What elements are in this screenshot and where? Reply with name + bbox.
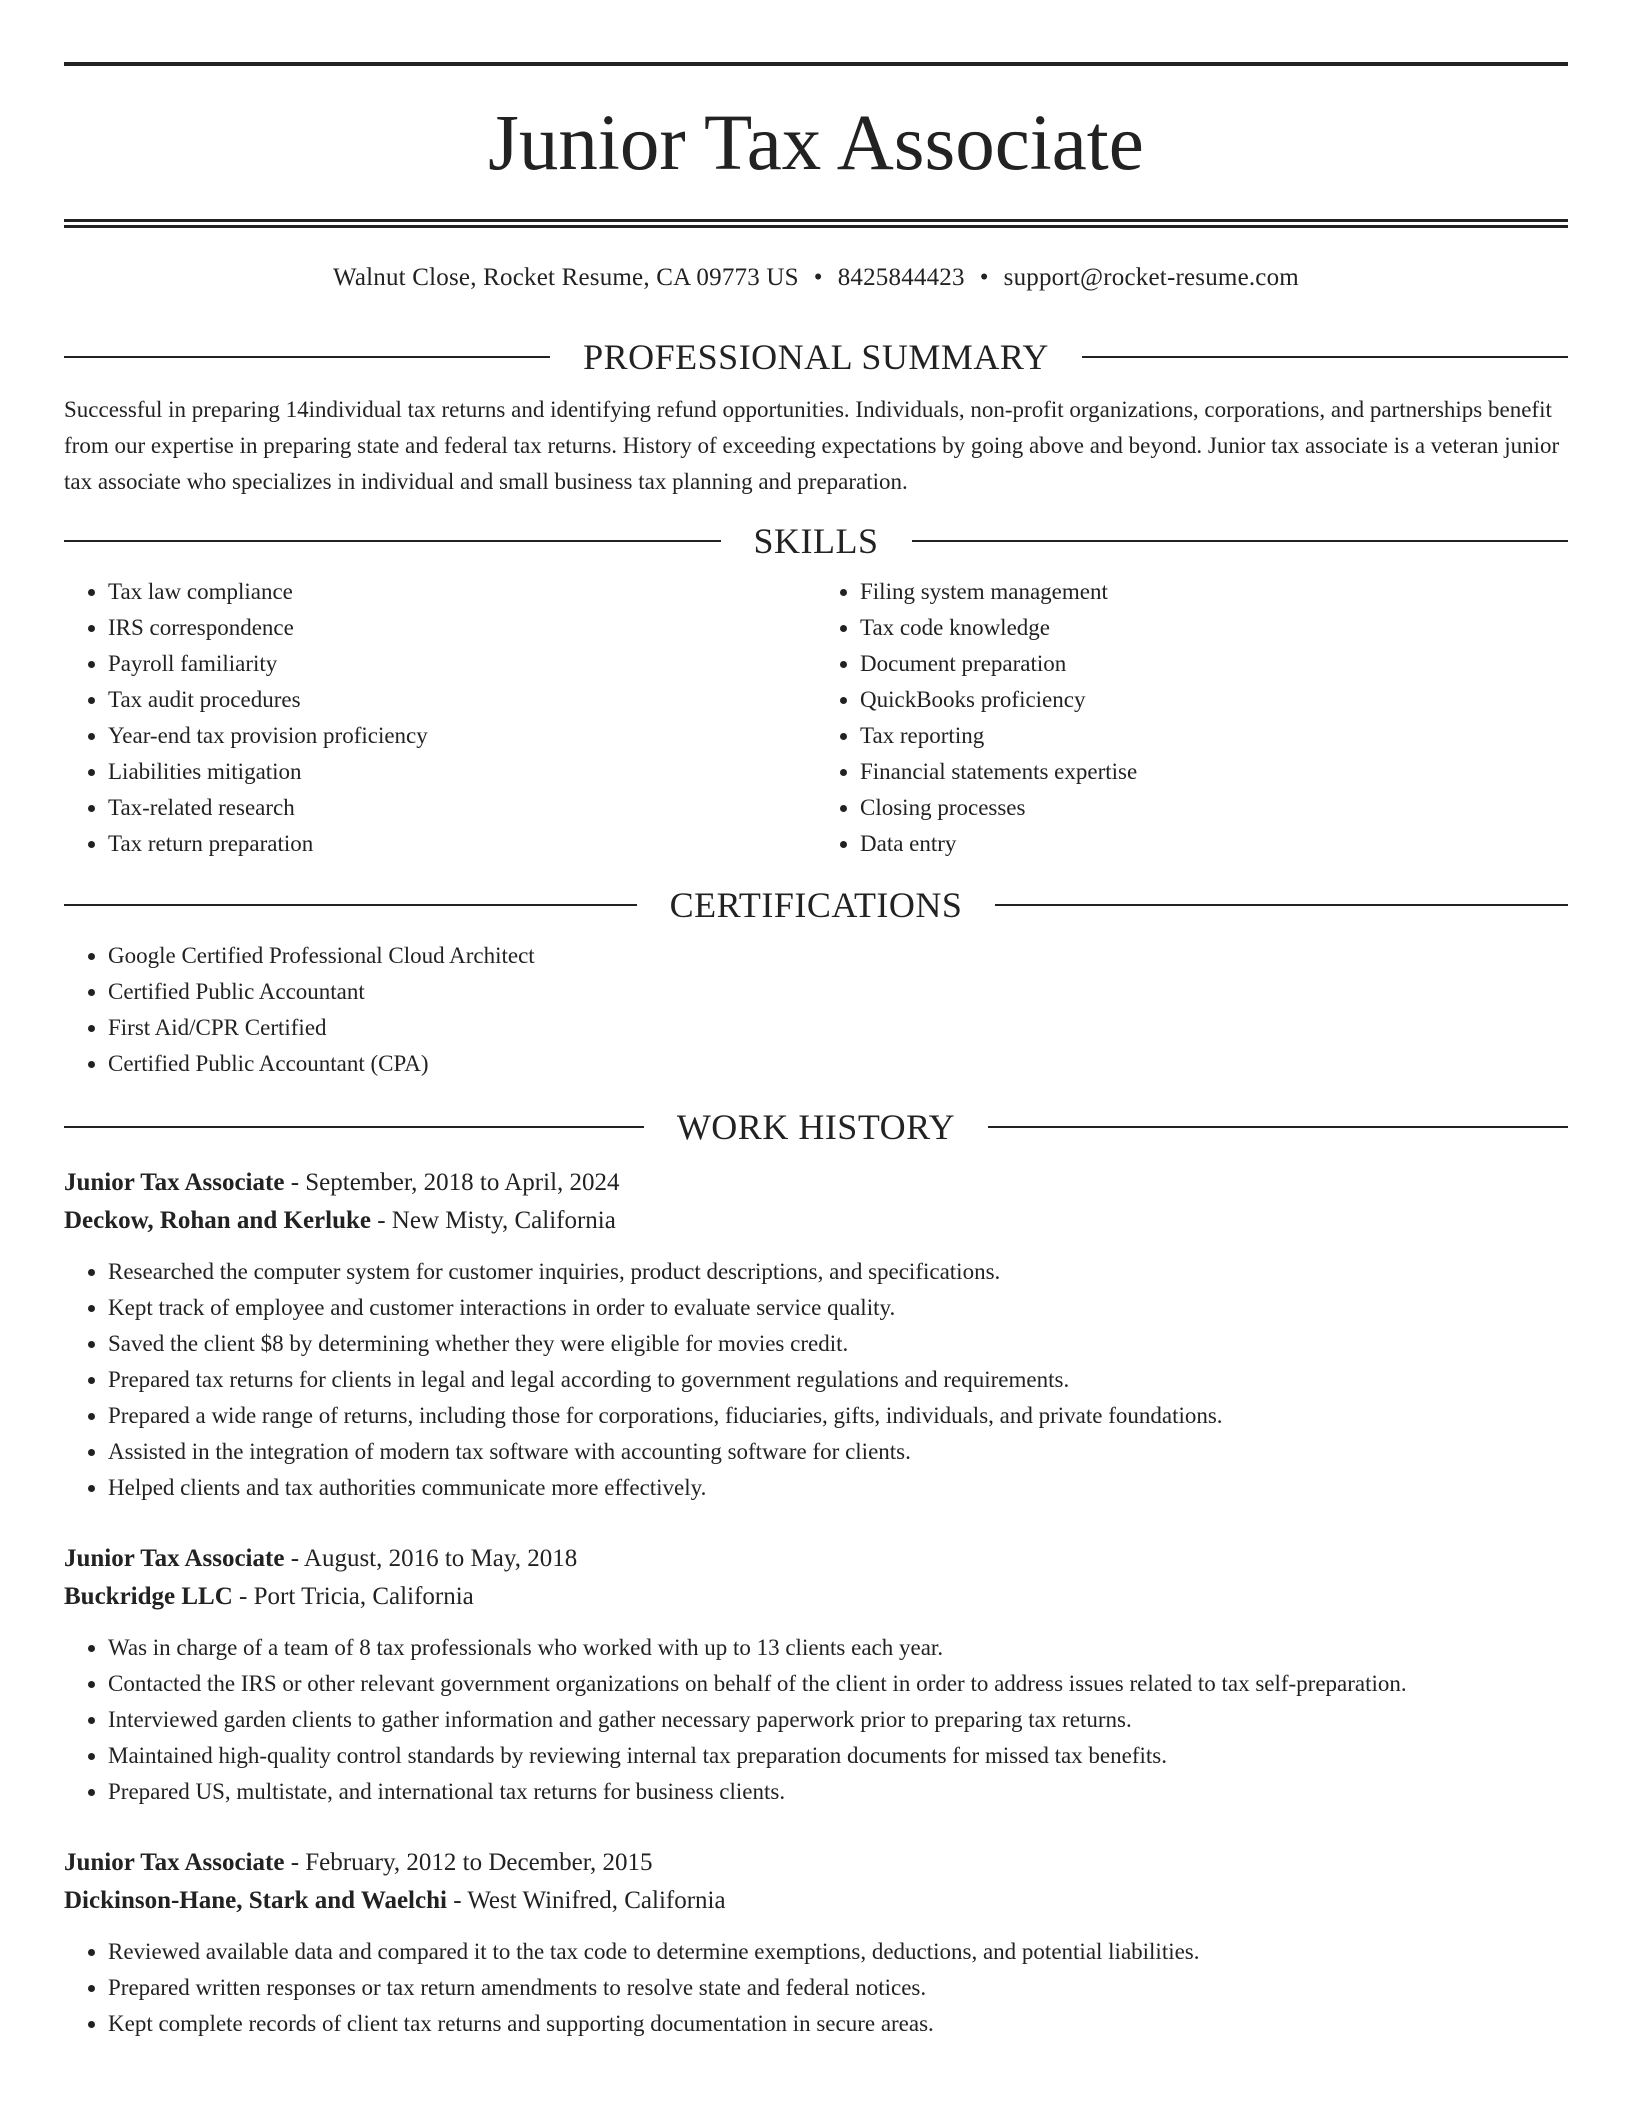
heading-rule <box>912 540 1569 542</box>
certifications-list <box>64 938 1568 1082</box>
section-title: WORK HISTORY <box>676 1107 956 1147</box>
job-entry <box>64 1540 1568 1810</box>
job-role: Junior Tax Associate <box>64 1849 285 1876</box>
top-rule <box>64 62 1568 66</box>
heading-rule <box>64 904 637 906</box>
list-item: • Reviewed available data and compared it to the tax code to determine exemptions, deductions, and potential liabilities. <box>108 1934 1568 1970</box>
job-entry <box>64 1844 1568 2042</box>
job-dates: - September, 2018 to April, 2024 <box>284 1169 620 1196</box>
job-bullets <box>64 1934 1568 2042</box>
work-history-list <box>64 1164 1568 2042</box>
list-item: • Tax-related research <box>108 790 816 826</box>
list-item: • Document preparation <box>860 646 1568 682</box>
contact-line <box>64 264 1568 292</box>
job-company-line <box>64 1882 1568 1920</box>
list-item: • Tax law compliance <box>108 574 816 610</box>
list-item: • Kept complete records of client tax returns and supporting documentation in secure areas. <box>108 2006 1568 2042</box>
list-item: • Certified Public Accountant <box>108 974 1568 1010</box>
section-title: PROFESSIONAL SUMMARY <box>583 337 1049 377</box>
list-item: • Was in charge of a team of 8 tax professionals who worked with up to 13 clients each year. <box>108 1630 1568 1666</box>
job-company: Deckow, Rohan and Kerluke <box>64 1207 371 1234</box>
list-item: • IRS correspondence <box>108 610 816 646</box>
skills-list-right <box>816 574 1568 862</box>
contact-address: Walnut Close, Rocket Resume, CA 09773 US <box>333 264 799 291</box>
section-title: SKILLS <box>753 521 879 561</box>
job-dates: - February, 2012 to December, 2015 <box>284 1849 653 1876</box>
heading-rule <box>64 540 721 542</box>
list-item: • Prepared US, multistate, and international tax returns for business clients. <box>108 1774 1568 1810</box>
list-item: • Maintained high-quality control standards by reviewing internal tax preparation documents for missed tax benefits. <box>108 1738 1568 1774</box>
list-item: • Tax return preparation <box>108 826 816 862</box>
list-item: • Filing system management <box>860 574 1568 610</box>
list-item: • Financial statements expertise <box>860 754 1568 790</box>
job-entry <box>64 1164 1568 1506</box>
list-item: • Prepared written responses or tax return amendments to resolve state and federal notices. <box>108 1970 1568 2006</box>
heading-rule <box>995 904 1568 906</box>
heading-rule <box>988 1126 1568 1128</box>
section-heading-work <box>64 1106 1568 1148</box>
job-title-line <box>64 1844 1568 1882</box>
section-heading-summary <box>64 336 1568 378</box>
job-dates: - August, 2016 to May, 2018 <box>284 1545 578 1572</box>
contact-separator: • <box>979 264 989 291</box>
list-item: • Prepared a wide range of returns, including those for corporations, fiduciaries, gifts, individuals, and private foundations. <box>108 1398 1568 1434</box>
job-title-line <box>64 1540 1568 1578</box>
contact-phone: 8425844423 <box>837 264 965 291</box>
contact-email[interactable]: support@rocket-resume.com <box>1003 264 1299 291</box>
list-item: • Data entry <box>860 826 1568 862</box>
section-heading-certifications <box>64 884 1568 926</box>
heading-rule <box>64 356 550 358</box>
list-item: • Interviewed garden clients to gather information and gather necessary paperwork prior to preparing tax returns. <box>108 1702 1568 1738</box>
job-location: - West Winifred, California <box>446 1887 726 1914</box>
list-item: • Helped clients and tax authorities communicate more effectively. <box>108 1470 1568 1506</box>
resume-title: Junior Tax Associate <box>488 100 1144 187</box>
list-item: • QuickBooks proficiency <box>860 682 1568 718</box>
list-item: • Certified Public Accountant (CPA) <box>108 1046 1568 1082</box>
list-item: • Tax code knowledge <box>860 610 1568 646</box>
job-location: - Port Tricia, California <box>232 1583 474 1610</box>
job-title-line <box>64 1164 1568 1202</box>
job-location: - New Misty, California <box>370 1207 616 1234</box>
job-role: Junior Tax Associate <box>64 1169 285 1196</box>
job-bullets <box>64 1254 1568 1506</box>
list-item: • First Aid/CPR Certified <box>108 1010 1568 1046</box>
list-item: • Researched the computer system for customer inquiries, product descriptions, and specifications. <box>108 1254 1568 1290</box>
list-item: • Google Certified Professional Cloud Architect <box>108 938 1568 974</box>
list-item: • Prepared tax returns for clients in legal and legal according to government regulations and requirements. <box>108 1362 1568 1398</box>
section-heading-skills <box>64 520 1568 562</box>
section-title: CERTIFICATIONS <box>669 885 963 925</box>
job-company: Dickinson-Hane, Stark and Waelchi <box>64 1887 447 1914</box>
title-double-rule <box>64 219 1568 228</box>
heading-rule <box>64 1126 644 1128</box>
contact-separator: • <box>813 264 823 291</box>
list-item: • Contacted the IRS or other relevant government organizations on behalf of the client in order to address issues related to tax self-preparation. <box>108 1666 1568 1702</box>
list-item: • Year-end tax provision proficiency <box>108 718 816 754</box>
job-role: Junior Tax Associate <box>64 1545 285 1572</box>
summary-text: Successful in preparing 14individual tax returns and identifying refund opportunities. Individuals, non-profit organizations, corporations, and partnerships benefit from our expertise in preparing state and federal tax returns. History of exceeding expectations by going above and beyond. Junior tax associate is a veteran junior tax associate who specializes in individual and small business tax planning and preparation. <box>64 397 1560 494</box>
list-item: • Saved the client $8 by determining whether they were eligible for movies credit. <box>108 1326 1568 1362</box>
list-item: • Payroll familiarity <box>108 646 816 682</box>
list-item: • Tax reporting <box>860 718 1568 754</box>
job-company-line <box>64 1578 1568 1616</box>
job-company-line <box>64 1202 1568 1240</box>
list-item: • Closing processes <box>860 790 1568 826</box>
list-item: • Liabilities mitigation <box>108 754 816 790</box>
job-company: Buckridge LLC <box>64 1583 233 1610</box>
list-item: • Kept track of employee and customer interactions in order to evaluate service quality. <box>108 1290 1568 1326</box>
job-bullets <box>64 1630 1568 1810</box>
skills-list-left <box>64 574 816 862</box>
heading-rule <box>1082 356 1568 358</box>
list-item: • Assisted in the integration of modern tax software with accounting software for clients. <box>108 1434 1568 1470</box>
list-item: • Tax audit procedures <box>108 682 816 718</box>
skills-columns <box>64 574 1568 862</box>
